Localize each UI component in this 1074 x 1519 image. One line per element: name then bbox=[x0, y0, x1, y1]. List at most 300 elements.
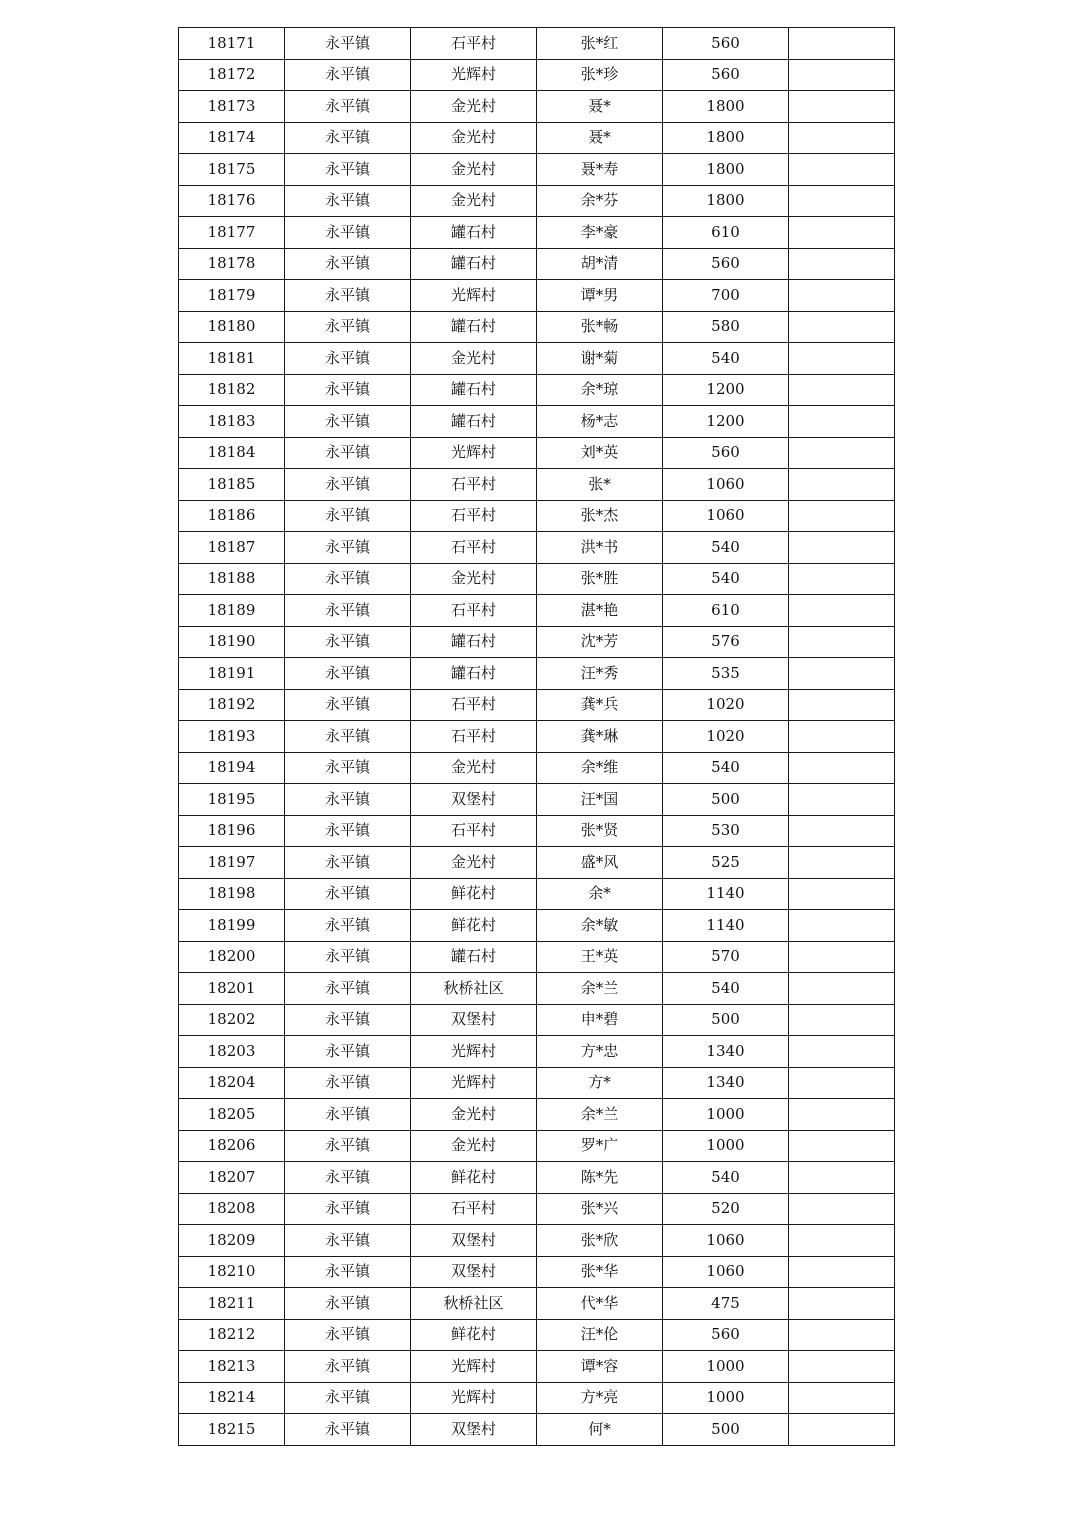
table-row bbox=[179, 59, 895, 91]
table-row bbox=[179, 217, 895, 249]
serial-number-cell: 18200 bbox=[179, 941, 285, 973]
village-cell: 石平村 bbox=[411, 595, 537, 627]
village-cell: 罐石村 bbox=[411, 941, 537, 973]
amount-cell: 1060 bbox=[663, 1256, 789, 1288]
town-cell: 永平镇 bbox=[285, 595, 411, 627]
town-cell: 永平镇 bbox=[285, 154, 411, 186]
town-cell: 永平镇 bbox=[285, 1256, 411, 1288]
remark-cell bbox=[789, 28, 895, 60]
village-cell: 石平村 bbox=[411, 469, 537, 501]
amount-cell: 1060 bbox=[663, 1225, 789, 1257]
town-cell: 永平镇 bbox=[285, 28, 411, 60]
amount-cell: 610 bbox=[663, 217, 789, 249]
serial-number-cell: 18203 bbox=[179, 1036, 285, 1068]
amount-cell: 540 bbox=[663, 973, 789, 1005]
town-cell: 永平镇 bbox=[285, 847, 411, 879]
table-row bbox=[179, 626, 895, 658]
amount-cell: 560 bbox=[663, 59, 789, 91]
serial-number-cell: 18191 bbox=[179, 658, 285, 690]
town-cell: 永平镇 bbox=[285, 248, 411, 280]
serial-number-cell: 18182 bbox=[179, 374, 285, 406]
serial-number-cell: 18178 bbox=[179, 248, 285, 280]
table-row bbox=[179, 500, 895, 532]
serial-number-cell: 18201 bbox=[179, 973, 285, 1005]
amount-cell: 500 bbox=[663, 784, 789, 816]
town-cell: 永平镇 bbox=[285, 311, 411, 343]
serial-number-cell: 18206 bbox=[179, 1130, 285, 1162]
serial-number-cell: 18209 bbox=[179, 1225, 285, 1257]
amount-cell: 540 bbox=[663, 1162, 789, 1194]
village-cell: 秋桥社区 bbox=[411, 973, 537, 1005]
town-cell: 永平镇 bbox=[285, 217, 411, 249]
village-cell: 金光村 bbox=[411, 154, 537, 186]
name-cell: 张*胜 bbox=[537, 563, 663, 595]
amount-cell: 535 bbox=[663, 658, 789, 690]
town-cell: 永平镇 bbox=[285, 1319, 411, 1351]
name-cell: 余*兰 bbox=[537, 973, 663, 1005]
amount-cell: 1000 bbox=[663, 1130, 789, 1162]
village-cell: 双堡村 bbox=[411, 1414, 537, 1446]
serial-number-cell: 18194 bbox=[179, 752, 285, 784]
town-cell: 永平镇 bbox=[285, 626, 411, 658]
amount-cell: 475 bbox=[663, 1288, 789, 1320]
village-cell: 石平村 bbox=[411, 721, 537, 753]
serial-number-cell: 18196 bbox=[179, 815, 285, 847]
table-row bbox=[179, 815, 895, 847]
amount-cell: 540 bbox=[663, 752, 789, 784]
amount-cell: 570 bbox=[663, 941, 789, 973]
remark-cell bbox=[789, 532, 895, 564]
name-cell: 刘*英 bbox=[537, 437, 663, 469]
town-cell: 永平镇 bbox=[285, 280, 411, 312]
serial-number-cell: 18199 bbox=[179, 910, 285, 942]
village-cell: 罐石村 bbox=[411, 658, 537, 690]
serial-number-cell: 18202 bbox=[179, 1004, 285, 1036]
amount-cell: 540 bbox=[663, 343, 789, 375]
name-cell: 湛*艳 bbox=[537, 595, 663, 627]
amount-cell: 1340 bbox=[663, 1036, 789, 1068]
remark-cell bbox=[789, 248, 895, 280]
serial-number-cell: 18188 bbox=[179, 563, 285, 595]
serial-number-cell: 18181 bbox=[179, 343, 285, 375]
amount-cell: 500 bbox=[663, 1414, 789, 1446]
village-cell: 金光村 bbox=[411, 1099, 537, 1131]
name-cell: 盛*风 bbox=[537, 847, 663, 879]
table-row bbox=[179, 154, 895, 186]
town-cell: 永平镇 bbox=[285, 185, 411, 217]
town-cell: 永平镇 bbox=[285, 878, 411, 910]
remark-cell bbox=[789, 878, 895, 910]
serial-number-cell: 18193 bbox=[179, 721, 285, 753]
table-row bbox=[179, 595, 895, 627]
village-cell: 罐石村 bbox=[411, 217, 537, 249]
remark-cell bbox=[789, 374, 895, 406]
town-cell: 永平镇 bbox=[285, 1225, 411, 1257]
remark-cell bbox=[789, 469, 895, 501]
name-cell: 汪*秀 bbox=[537, 658, 663, 690]
amount-cell: 576 bbox=[663, 626, 789, 658]
table-row bbox=[179, 847, 895, 879]
village-cell: 秋桥社区 bbox=[411, 1288, 537, 1320]
table-row bbox=[179, 973, 895, 1005]
remark-cell bbox=[789, 1130, 895, 1162]
name-cell: 余*维 bbox=[537, 752, 663, 784]
serial-number-cell: 18192 bbox=[179, 689, 285, 721]
serial-number-cell: 18210 bbox=[179, 1256, 285, 1288]
name-cell: 聂* bbox=[537, 122, 663, 154]
serial-number-cell: 18211 bbox=[179, 1288, 285, 1320]
remark-cell bbox=[789, 437, 895, 469]
name-cell: 何* bbox=[537, 1414, 663, 1446]
village-cell: 石平村 bbox=[411, 689, 537, 721]
remark-cell bbox=[789, 689, 895, 721]
serial-number-cell: 18207 bbox=[179, 1162, 285, 1194]
serial-number-cell: 18187 bbox=[179, 532, 285, 564]
amount-cell: 560 bbox=[663, 248, 789, 280]
name-cell: 张*畅 bbox=[537, 311, 663, 343]
name-cell: 龚*兵 bbox=[537, 689, 663, 721]
village-cell: 光辉村 bbox=[411, 1382, 537, 1414]
village-cell: 光辉村 bbox=[411, 437, 537, 469]
table-row bbox=[179, 784, 895, 816]
village-cell: 罐石村 bbox=[411, 374, 537, 406]
village-cell: 金光村 bbox=[411, 1130, 537, 1162]
town-cell: 永平镇 bbox=[285, 1036, 411, 1068]
table-row bbox=[179, 1036, 895, 1068]
name-cell: 余*兰 bbox=[537, 1099, 663, 1131]
serial-number-cell: 18172 bbox=[179, 59, 285, 91]
name-cell: 谢*菊 bbox=[537, 343, 663, 375]
name-cell: 余*琼 bbox=[537, 374, 663, 406]
serial-number-cell: 18205 bbox=[179, 1099, 285, 1131]
table-row bbox=[179, 469, 895, 501]
name-cell: 谭*男 bbox=[537, 280, 663, 312]
village-cell: 罐石村 bbox=[411, 311, 537, 343]
table-row bbox=[179, 721, 895, 753]
table-row bbox=[179, 910, 895, 942]
name-cell: 方*亮 bbox=[537, 1382, 663, 1414]
amount-cell: 560 bbox=[663, 1319, 789, 1351]
name-cell: 聂*寿 bbox=[537, 154, 663, 186]
table-row bbox=[179, 1193, 895, 1225]
town-cell: 永平镇 bbox=[285, 784, 411, 816]
town-cell: 永平镇 bbox=[285, 973, 411, 1005]
name-cell: 张* bbox=[537, 469, 663, 501]
village-cell: 金光村 bbox=[411, 752, 537, 784]
serial-number-cell: 18212 bbox=[179, 1319, 285, 1351]
serial-number-cell: 18195 bbox=[179, 784, 285, 816]
remark-cell bbox=[789, 595, 895, 627]
village-cell: 光辉村 bbox=[411, 1351, 537, 1383]
name-cell: 胡*清 bbox=[537, 248, 663, 280]
town-cell: 永平镇 bbox=[285, 343, 411, 375]
amount-cell: 520 bbox=[663, 1193, 789, 1225]
name-cell: 聂* bbox=[537, 91, 663, 123]
town-cell: 永平镇 bbox=[285, 469, 411, 501]
remark-cell bbox=[789, 1067, 895, 1099]
town-cell: 永平镇 bbox=[285, 374, 411, 406]
village-cell: 金光村 bbox=[411, 847, 537, 879]
village-cell: 罐石村 bbox=[411, 406, 537, 438]
village-cell: 罐石村 bbox=[411, 248, 537, 280]
remark-cell bbox=[789, 1288, 895, 1320]
remark-cell bbox=[789, 185, 895, 217]
remark-cell bbox=[789, 752, 895, 784]
name-cell: 张*红 bbox=[537, 28, 663, 60]
amount-cell: 1000 bbox=[663, 1099, 789, 1131]
table-row bbox=[179, 1351, 895, 1383]
serial-number-cell: 18189 bbox=[179, 595, 285, 627]
serial-number-cell: 18173 bbox=[179, 91, 285, 123]
remark-cell bbox=[789, 563, 895, 595]
amount-cell: 525 bbox=[663, 847, 789, 879]
village-cell: 光辉村 bbox=[411, 1067, 537, 1099]
amount-cell: 500 bbox=[663, 1004, 789, 1036]
name-cell: 张*兴 bbox=[537, 1193, 663, 1225]
village-cell: 金光村 bbox=[411, 563, 537, 595]
name-cell: 洪*书 bbox=[537, 532, 663, 564]
remark-cell bbox=[789, 1351, 895, 1383]
table-row bbox=[179, 91, 895, 123]
remark-cell bbox=[789, 1099, 895, 1131]
village-cell: 鲜花村 bbox=[411, 1319, 537, 1351]
town-cell: 永平镇 bbox=[285, 437, 411, 469]
name-cell: 张*欣 bbox=[537, 1225, 663, 1257]
town-cell: 永平镇 bbox=[285, 1414, 411, 1446]
table-row bbox=[179, 1130, 895, 1162]
table-row bbox=[179, 185, 895, 217]
name-cell: 汪*国 bbox=[537, 784, 663, 816]
table-row bbox=[179, 122, 895, 154]
remark-cell bbox=[789, 973, 895, 1005]
town-cell: 永平镇 bbox=[285, 941, 411, 973]
serial-number-cell: 18198 bbox=[179, 878, 285, 910]
village-cell: 双堡村 bbox=[411, 1256, 537, 1288]
remark-cell bbox=[789, 815, 895, 847]
name-cell: 罗*广 bbox=[537, 1130, 663, 1162]
serial-number-cell: 18177 bbox=[179, 217, 285, 249]
village-cell: 石平村 bbox=[411, 28, 537, 60]
name-cell: 沈*芳 bbox=[537, 626, 663, 658]
amount-cell: 1200 bbox=[663, 406, 789, 438]
amount-cell: 560 bbox=[663, 437, 789, 469]
town-cell: 永平镇 bbox=[285, 658, 411, 690]
village-cell: 石平村 bbox=[411, 815, 537, 847]
village-cell: 光辉村 bbox=[411, 1036, 537, 1068]
serial-number-cell: 18197 bbox=[179, 847, 285, 879]
name-cell: 余*敏 bbox=[537, 910, 663, 942]
name-cell: 余* bbox=[537, 878, 663, 910]
town-cell: 永平镇 bbox=[285, 532, 411, 564]
amount-cell: 1000 bbox=[663, 1351, 789, 1383]
amount-cell: 560 bbox=[663, 28, 789, 60]
amount-cell: 540 bbox=[663, 532, 789, 564]
serial-number-cell: 18171 bbox=[179, 28, 285, 60]
name-cell: 陈*先 bbox=[537, 1162, 663, 1194]
remark-cell bbox=[789, 311, 895, 343]
amount-cell: 1800 bbox=[663, 91, 789, 123]
name-cell: 张*贤 bbox=[537, 815, 663, 847]
table-row bbox=[179, 532, 895, 564]
town-cell: 永平镇 bbox=[285, 59, 411, 91]
name-cell: 谭*容 bbox=[537, 1351, 663, 1383]
remark-cell bbox=[789, 1225, 895, 1257]
town-cell: 永平镇 bbox=[285, 1193, 411, 1225]
name-cell: 张*华 bbox=[537, 1256, 663, 1288]
village-cell: 光辉村 bbox=[411, 280, 537, 312]
table-row bbox=[179, 689, 895, 721]
name-cell: 张*杰 bbox=[537, 500, 663, 532]
serial-number-cell: 18214 bbox=[179, 1382, 285, 1414]
amount-cell: 1140 bbox=[663, 878, 789, 910]
name-cell: 代*华 bbox=[537, 1288, 663, 1320]
remark-cell bbox=[789, 1193, 895, 1225]
table-row bbox=[179, 658, 895, 690]
name-cell: 王*英 bbox=[537, 941, 663, 973]
village-cell: 双堡村 bbox=[411, 784, 537, 816]
table-row bbox=[179, 1382, 895, 1414]
serial-number-cell: 18190 bbox=[179, 626, 285, 658]
table-row bbox=[179, 1414, 895, 1446]
town-cell: 永平镇 bbox=[285, 91, 411, 123]
remark-cell bbox=[789, 1162, 895, 1194]
remark-cell bbox=[789, 1319, 895, 1351]
amount-cell: 1800 bbox=[663, 185, 789, 217]
remark-cell bbox=[789, 910, 895, 942]
town-cell: 永平镇 bbox=[285, 910, 411, 942]
remark-cell bbox=[789, 500, 895, 532]
table-row bbox=[179, 752, 895, 784]
serial-number-cell: 18208 bbox=[179, 1193, 285, 1225]
village-cell: 罐石村 bbox=[411, 626, 537, 658]
village-cell: 金光村 bbox=[411, 122, 537, 154]
remark-cell bbox=[789, 784, 895, 816]
town-cell: 永平镇 bbox=[285, 1130, 411, 1162]
amount-cell: 1800 bbox=[663, 122, 789, 154]
table-body bbox=[179, 28, 895, 1446]
village-cell: 鲜花村 bbox=[411, 878, 537, 910]
town-cell: 永平镇 bbox=[285, 1067, 411, 1099]
village-cell: 鲜花村 bbox=[411, 1162, 537, 1194]
village-cell: 石平村 bbox=[411, 500, 537, 532]
amount-cell: 1020 bbox=[663, 689, 789, 721]
name-cell: 李*豪 bbox=[537, 217, 663, 249]
remark-cell bbox=[789, 721, 895, 753]
amount-cell: 700 bbox=[663, 280, 789, 312]
amount-cell: 1800 bbox=[663, 154, 789, 186]
table-row bbox=[179, 1225, 895, 1257]
remark-cell bbox=[789, 406, 895, 438]
table-row bbox=[179, 563, 895, 595]
town-cell: 永平镇 bbox=[285, 752, 411, 784]
amount-cell: 1060 bbox=[663, 500, 789, 532]
serial-number-cell: 18213 bbox=[179, 1351, 285, 1383]
town-cell: 永平镇 bbox=[285, 1382, 411, 1414]
amount-cell: 530 bbox=[663, 815, 789, 847]
town-cell: 永平镇 bbox=[285, 1162, 411, 1194]
table-row bbox=[179, 311, 895, 343]
town-cell: 永平镇 bbox=[285, 1099, 411, 1131]
remark-cell bbox=[789, 658, 895, 690]
table-row bbox=[179, 1288, 895, 1320]
table-row bbox=[179, 28, 895, 60]
town-cell: 永平镇 bbox=[285, 815, 411, 847]
amount-cell: 610 bbox=[663, 595, 789, 627]
town-cell: 永平镇 bbox=[285, 1288, 411, 1320]
serial-number-cell: 18186 bbox=[179, 500, 285, 532]
table-row bbox=[179, 1004, 895, 1036]
data-table bbox=[178, 27, 895, 1446]
amount-cell: 1000 bbox=[663, 1382, 789, 1414]
remark-cell bbox=[789, 217, 895, 249]
town-cell: 永平镇 bbox=[285, 689, 411, 721]
remark-cell bbox=[789, 122, 895, 154]
amount-cell: 1140 bbox=[663, 910, 789, 942]
remark-cell bbox=[789, 941, 895, 973]
serial-number-cell: 18179 bbox=[179, 280, 285, 312]
village-cell: 光辉村 bbox=[411, 59, 537, 91]
name-cell: 方* bbox=[537, 1067, 663, 1099]
amount-cell: 1200 bbox=[663, 374, 789, 406]
village-cell: 金光村 bbox=[411, 185, 537, 217]
town-cell: 永平镇 bbox=[285, 122, 411, 154]
serial-number-cell: 18176 bbox=[179, 185, 285, 217]
village-cell: 双堡村 bbox=[411, 1225, 537, 1257]
remark-cell bbox=[789, 154, 895, 186]
village-cell: 金光村 bbox=[411, 91, 537, 123]
village-cell: 石平村 bbox=[411, 532, 537, 564]
name-cell: 汪*伦 bbox=[537, 1319, 663, 1351]
amount-cell: 1060 bbox=[663, 469, 789, 501]
table-row bbox=[179, 878, 895, 910]
town-cell: 永平镇 bbox=[285, 1351, 411, 1383]
serial-number-cell: 18215 bbox=[179, 1414, 285, 1446]
remark-cell bbox=[789, 1004, 895, 1036]
remark-cell bbox=[789, 280, 895, 312]
remark-cell bbox=[789, 1256, 895, 1288]
name-cell: 龚*琳 bbox=[537, 721, 663, 753]
name-cell: 方*忠 bbox=[537, 1036, 663, 1068]
village-cell: 双堡村 bbox=[411, 1004, 537, 1036]
serial-number-cell: 18204 bbox=[179, 1067, 285, 1099]
remark-cell bbox=[789, 1036, 895, 1068]
remark-cell bbox=[789, 1382, 895, 1414]
village-cell: 石平村 bbox=[411, 1193, 537, 1225]
remark-cell bbox=[789, 847, 895, 879]
amount-cell: 1340 bbox=[663, 1067, 789, 1099]
table-row bbox=[179, 374, 895, 406]
remark-cell bbox=[789, 59, 895, 91]
serial-number-cell: 18184 bbox=[179, 437, 285, 469]
town-cell: 永平镇 bbox=[285, 406, 411, 438]
town-cell: 永平镇 bbox=[285, 500, 411, 532]
table-row bbox=[179, 406, 895, 438]
table-row bbox=[179, 437, 895, 469]
remark-cell bbox=[789, 343, 895, 375]
remark-cell bbox=[789, 626, 895, 658]
table-row bbox=[179, 1319, 895, 1351]
town-cell: 永平镇 bbox=[285, 563, 411, 595]
table-row bbox=[179, 941, 895, 973]
remark-cell bbox=[789, 1414, 895, 1446]
table-row bbox=[179, 280, 895, 312]
town-cell: 永平镇 bbox=[285, 1004, 411, 1036]
serial-number-cell: 18180 bbox=[179, 311, 285, 343]
table-row bbox=[179, 343, 895, 375]
serial-number-cell: 18185 bbox=[179, 469, 285, 501]
name-cell: 申*碧 bbox=[537, 1004, 663, 1036]
serial-number-cell: 18174 bbox=[179, 122, 285, 154]
